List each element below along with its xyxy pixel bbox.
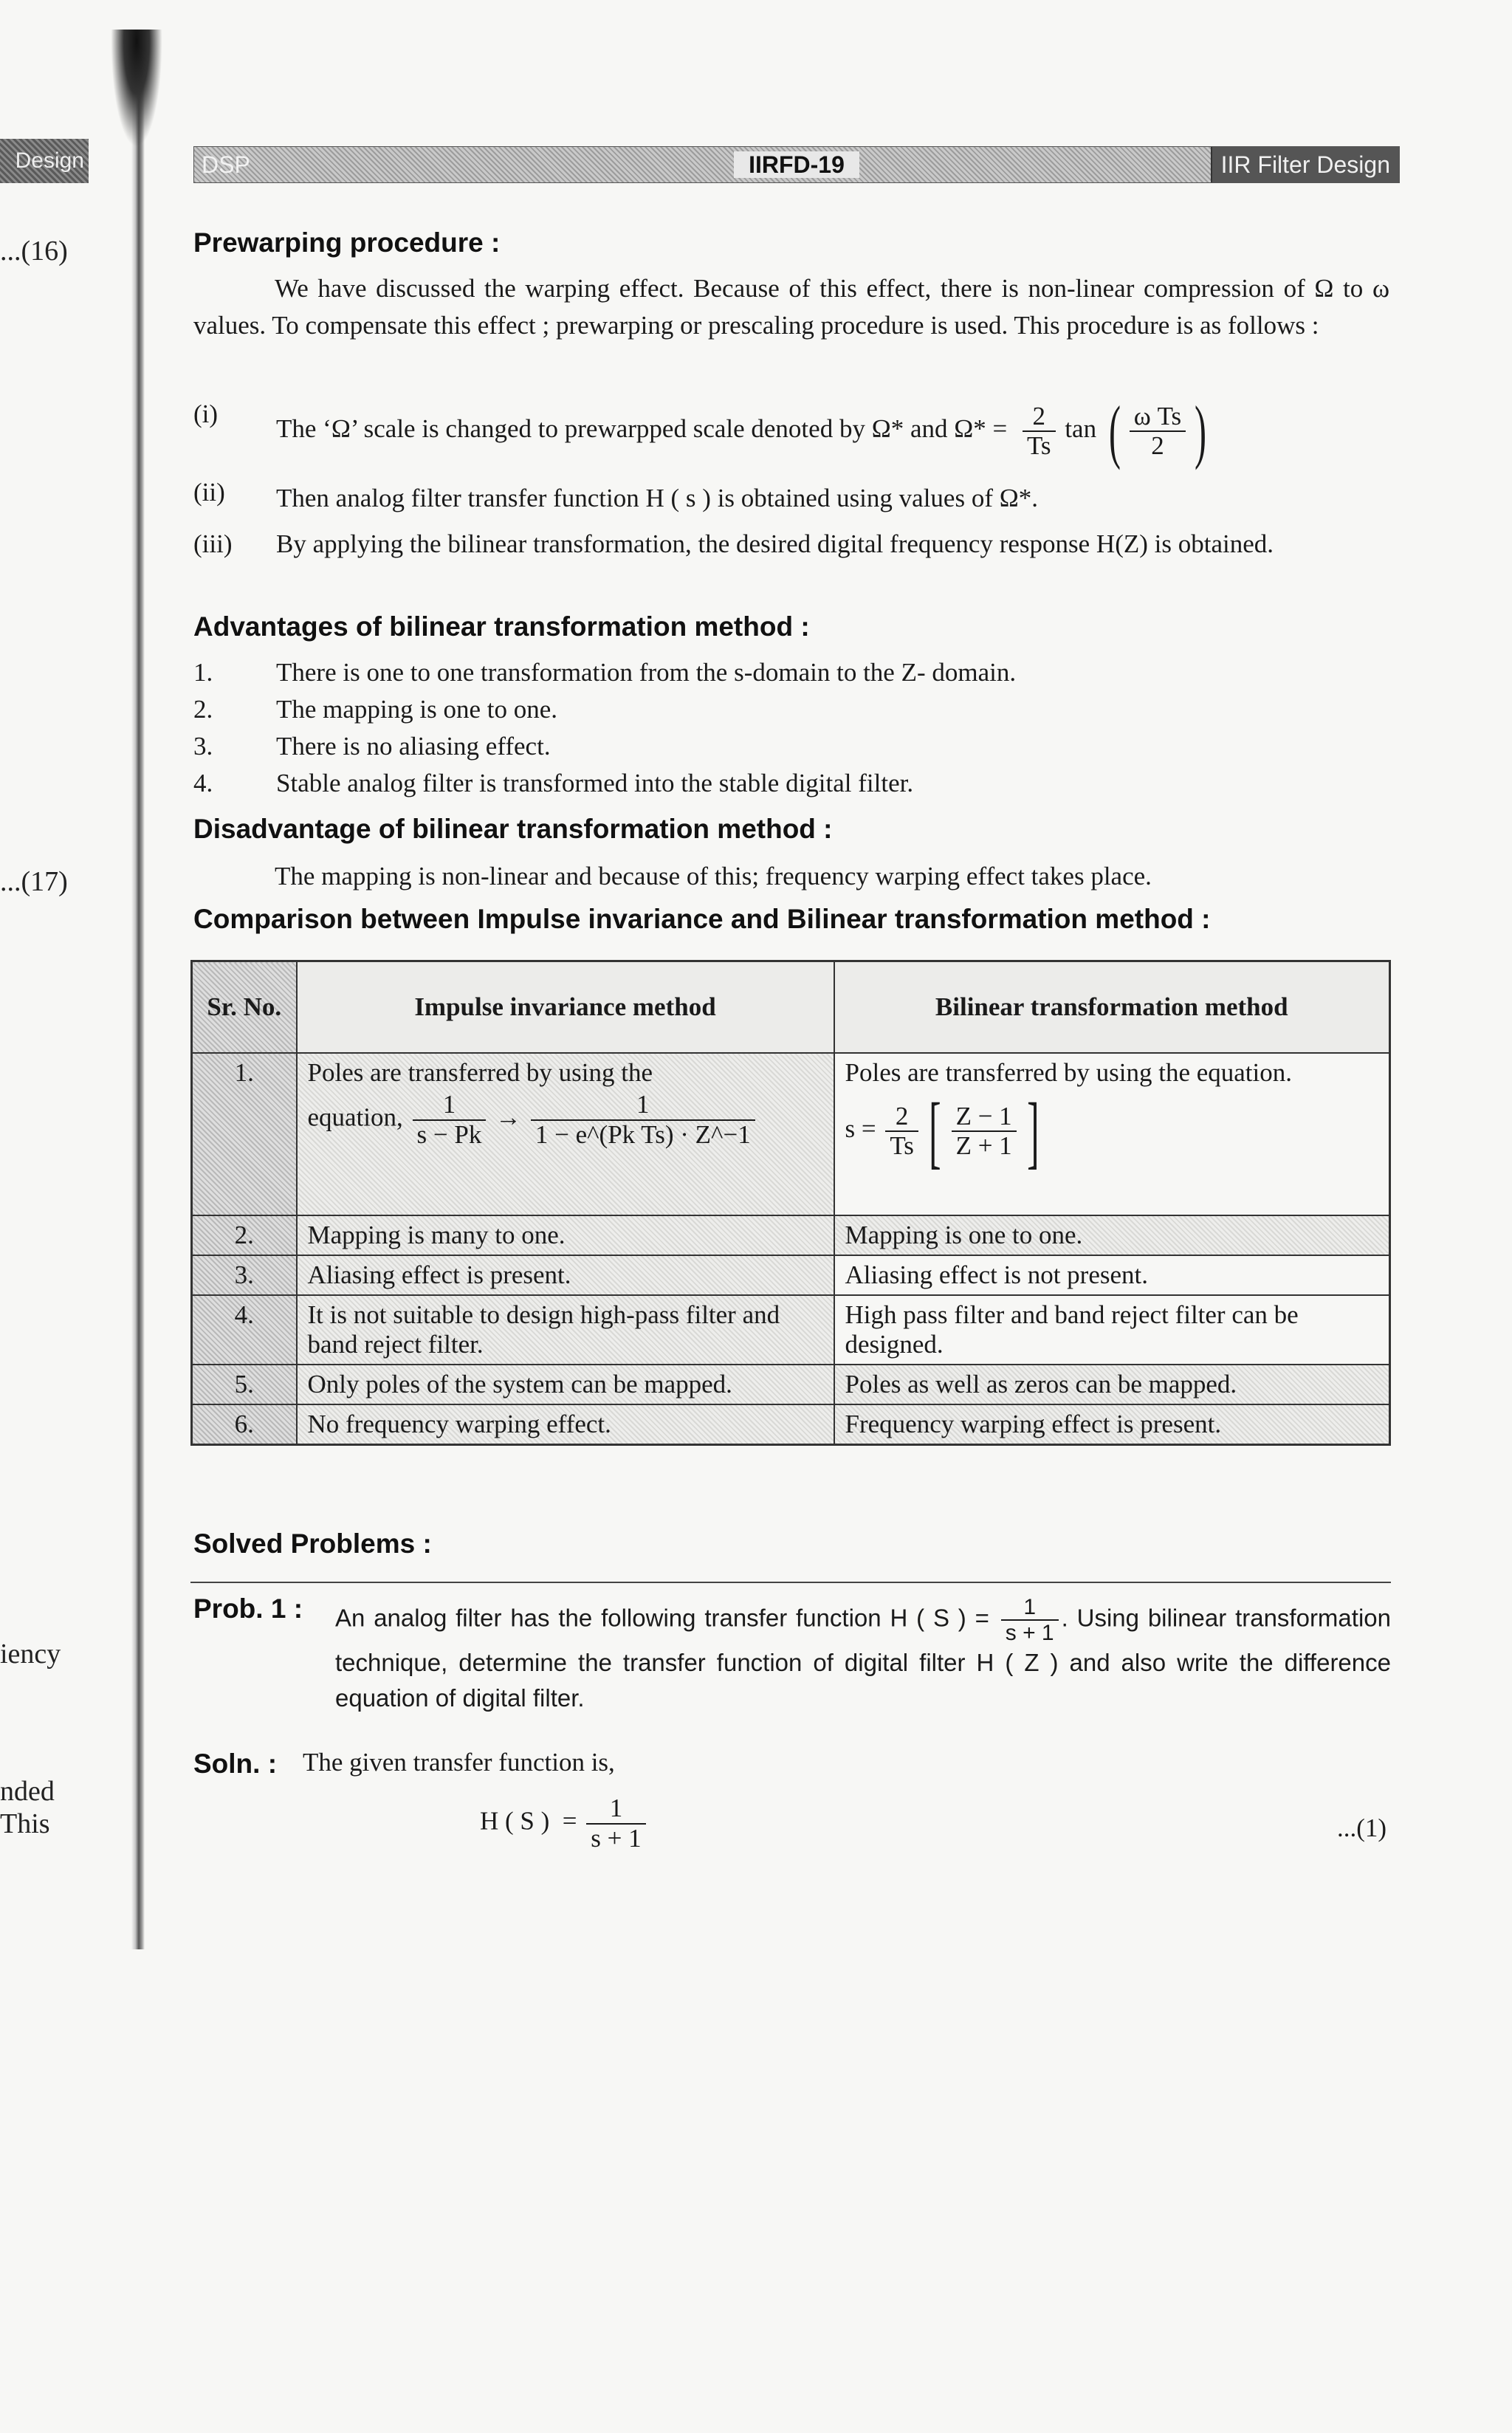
divider [190,1582,1391,1583]
step-number: (i) [193,399,219,428]
step-number: (iii) [193,529,233,558]
cell-impulse: It is not suitable to design high-pass filter and band reject filter. [297,1295,834,1365]
cell-sr: 6. [192,1404,297,1445]
disadvantage-heading: Disadvantage of bilinear transformation method : [193,814,833,844]
prewarping-intro-text: We have discussed the warping effect. Because of this effect, there is non-linear compression of Ω to ω values. To compensate this effect ; prewarping or prescaling procedure is used. This procedure is as follows : [193,274,1389,340]
solution-equation-1: H ( S ) = $\frac{1}{s + 1}$ [480,1794,649,1853]
step-text: By applying the bilinear transformation, the desired digital frequency response H(Z) is obtained. [276,529,1274,558]
table-row [192,1255,1390,1295]
previous-page-tag: Design [0,139,89,183]
cell-sr: 1. [192,1053,297,1215]
margin-eq-ref-16: ...(16) [0,236,68,267]
cell-impulse: Mapping is many to one. [297,1215,834,1255]
comparison-table [190,960,1391,1446]
cell-impulse: Aliasing effect is present. [297,1255,834,1295]
header-page-number: IIRFD-19 [734,151,859,178]
page-binding-shadow [111,30,162,148]
margin-eq-ref-17: ...(17) [0,866,68,897]
disadvantage-text: The mapping is non-linear and because of this; frequency warping effect takes place. [275,862,1152,891]
cell-sr: 2. [192,1215,297,1255]
cell-bilinear: Mapping is one to one. [834,1215,1390,1255]
cell-impulse: Poles are transferred by using the equation, $\frac{1}{s - Pk}$ → $\frac{1}{\text{1 − e\textasciicircum{}(Pk Ts) · Z\textasciicircum{}−1}}$ [297,1053,834,1215]
cell-bilinear: Aliasing effect is not present. [834,1255,1390,1295]
table-header-row [192,961,1390,1054]
solution-label: Soln. : [193,1749,278,1779]
step-text: The ‘Ω’ scale is changed to prewarpped scale denoted by Ω* and Ω* = [276,414,1008,444]
prewarping-intro [193,270,1389,344]
bilinear-mapping-equation: s = $\frac{2}{Ts}$ [ $\frac{Z - 1}{Z + 1}$ ] [845,1086,1040,1176]
col-header-impulse: Impulse invariance method [297,961,834,1054]
prewarp-formula-fn: tan [1065,414,1097,444]
header-chapter-title: IIR Filter Design [1211,147,1399,182]
problem-label: Prob. 1 : [193,1593,303,1624]
cell-sr: 3. [192,1255,297,1295]
table-row [192,1215,1390,1255]
cell-sr: 5. [192,1365,297,1404]
table-row [192,1404,1390,1445]
impulse-mapping-equation: equation, $\frac{1}{s - Pk}$ → $\frac{1}{\text{1 − e\textasciicircum{}(Pk Ts) · Z\textasciicircum{}−1}}$ [308,1091,823,1149]
cell-bilinear: Frequency warping effect is present. [834,1404,1390,1445]
table-row [192,1295,1390,1365]
cell-impulse: Only poles of the system can be mapped. [297,1365,834,1404]
margin-fragment-2: nded This [0,1776,55,1839]
step-number: (ii) [193,478,225,507]
running-header [193,146,1400,183]
prewarping-step-1: (i) The ‘Ω’ scale is changed to prewarpped scale denoted by Ω* and Ω* = $\frac{2}{Ts}$ tan ( $\frac{\text{ω Ts}}{2}$ ) [193,391,1207,470]
cell-sr: 4. [192,1295,297,1365]
col-header-bilinear: Bilinear transformation method [834,961,1390,1054]
advantages-heading: Advantages of bilinear transformation method : [193,611,810,642]
problem-transfer-function: $\frac{1}{s + 1}$ [1001,1595,1059,1645]
solution-intro: The given transfer function is, [303,1748,615,1777]
equation-number: ...(1) [1336,1813,1386,1842]
table-row [192,1365,1390,1404]
header-left: DSP [202,151,250,178]
prewarp-formula-argument: $\frac{\text{ω Ts}}{2}$ [1130,402,1186,461]
solved-problems-heading: Solved Problems : [193,1528,432,1559]
problem-statement: An analog filter has the following transfer function H ( S ) = $\frac{1}{s + 1}$ . Using bilinear transformation technique, determine the transfer function of digital filter H ( Z ) and also write the difference equation of digital filter. [335,1595,1391,1712]
col-header-sr-no: Sr. No. [192,961,297,1054]
comparison-heading: Comparison between Impulse invariance and Bilinear transformation method : [193,904,1211,934]
prewarp-formula-coefficient: $\frac{2}{Ts}$ [1023,402,1056,461]
prewarping-heading: Prewarping procedure : [193,227,501,258]
cell-bilinear: Poles are transferred by using the equation. s = $\frac{2}{Ts}$ [ $\frac{Z - 1}{Z + 1}$ ] [834,1053,1390,1215]
cell-bilinear: High pass filter and band reject filter can be designed. [834,1295,1390,1365]
step-text: Then analog filter transfer function H ( s ) is obtained using values of Ω*. [276,484,1038,512]
cell-bilinear: Poles as well as zeros can be mapped. [834,1365,1390,1404]
page-binding [131,30,145,1949]
margin-fragment-1: iency [0,1638,61,1670]
cell-impulse: No frequency warping effect. [297,1404,834,1445]
table-row [192,1053,1390,1215]
